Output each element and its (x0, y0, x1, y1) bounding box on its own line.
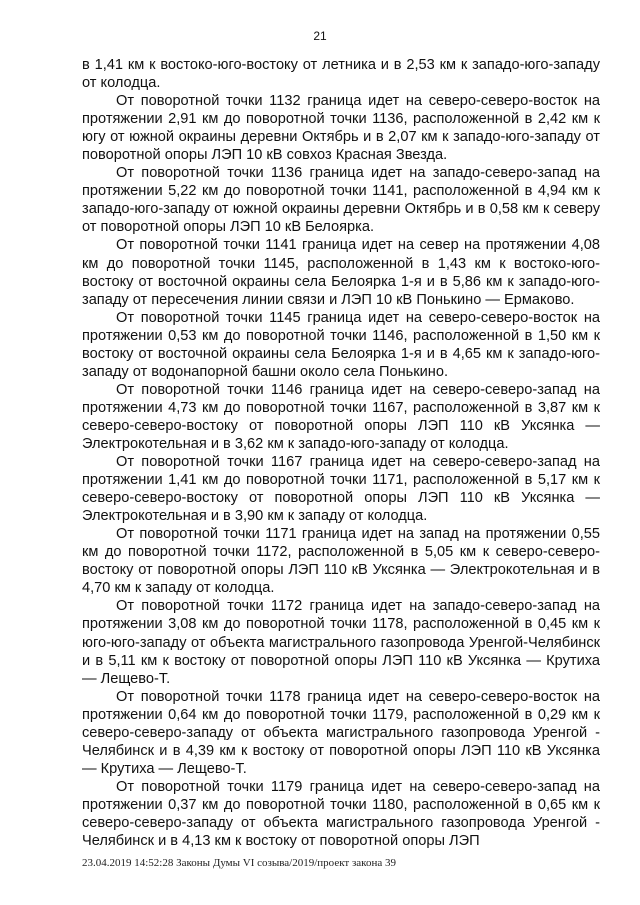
paragraph-point-1179: От поворотной точки 1179 граница идет на северо-северо-запад на протяжении 0,37 км до поворотной точки 1180, расположенной в 0,65 км к северо-северо-западу от объекта магистрального газопровода Уренгой - Челябинск и в 4,13 км к востоку от поворотной опоры ЛЭП (82, 778, 600, 850)
paragraph-point-1146: От поворотной точки 1146 граница идет на северо-северо-запад на протяжении 4,73 км до поворотной точки 1167, расположенной в 3,87 км к северо-северо-востоку от поворотной опоры ЛЭП 110 кВ Уксянка — Электрокотельная и в 3,62 км к западо-юго-западу от колодца. (82, 381, 600, 452)
paragraph-point-1172: От поворотной точки 1172 граница идет на западо-северо-запад на протяжении 3,08 км до поворотной точки 1178, расположенной в 0,45 км к юго-юго-западу от объекта магистрального газопровода Уренгой-Челябинск и в 5,11 км к востоку от поворотной опоры ЛЭП 110 кВ Уксянка — Крутиха — Лещево-Т. (82, 598, 600, 687)
page-number: 21 (313, 29, 327, 43)
paragraph-point-1141: От поворотной точки 1141 граница идет на север на протяжении 4,08 км до поворотной точки 1145, расположенной в 1,43 км к востоко-юго-востоку от восточной окраины села Белоярка 1-я и в 5,86 км к западо-юго-западу от пересечения линии связи и ЛЭП 10 кВ Понькино — Ермаково. (82, 237, 600, 308)
paragraph-point-1167: От поворотной точки 1167 граница идет на северо-северо-запад на протяжении 1,41 км до поворотной точки 1171, расположенной в 5,17 км к северо-северо-востоку от поворотной опоры ЛЭП 110 кВ Уксянка — Электрокотельная и в 3,90 км к западу от колодца. (82, 454, 600, 525)
paragraph-point-1145: От поворотной точки 1145 граница идет на северо-северо-восток на протяжении 0,53 км до поворотной точки 1146, расположенной в 1,50 км к востоку от восточной окраины села Белоярка 1-я и в 4,65 км к западо-юго-западу от водонапорной башни около села Понькино. (82, 309, 600, 380)
paragraph-point-1136: От поворотной точки 1136 граница идет на западо-северо-запад на протяжении 5,22 км до поворотной точки 1141, расположенной в 4,94 км к западо-юго-западу от южной окраины деревни Октябрь и в 0,58 км к северу от поворотной опоры ЛЭП 10 кВ Белоярка. (82, 165, 600, 236)
paragraph-continuation: в 1,41 км к востоко-юго-востоку от летника и в 2,53 км к западо-юго-западу от колодца. (82, 57, 600, 92)
paragraph-point-1171: От поворотной точки 1171 граница идет на запад на протяжении 0,55 км до поворотной точки 1172, расположенной в 5,05 км к северо-северо-востоку от поворотной опоры ЛЭП 110 кВ Уксянка — Электрокотельная и в 4,70 км к западу от колодца. (82, 526, 600, 597)
document-body (82, 56, 600, 850)
document-footer: 23.04.2019 14:52:28 Законы Думы VI созыва/2019/проект закона 39 (82, 857, 396, 869)
paragraph-point-1178: От поворотной точки 1178 граница идет на северо-северо-восток на протяжении 0,64 км до поворотной точки 1179, расположенной в 0,29 км к северо-северо-западу от объекта магистрального газопровода Уренгой - Челябинск и в 4,39 км к востоку от поворотной опоры ЛЭП 110 кВ Уксянка — Крутиха — Лещево-Т. (82, 688, 600, 777)
paragraph-point-1132: От поворотной точки 1132 граница идет на северо-северо-восток на протяжении 2,91 км до поворотной точки 1136, расположенной в 2,42 км к югу от южной окраины деревни Октябрь и в 2,07 км к западо-юго-западу от поворотной опоры ЛЭП 10 кВ совхоз Красная Звезда. (82, 93, 600, 164)
